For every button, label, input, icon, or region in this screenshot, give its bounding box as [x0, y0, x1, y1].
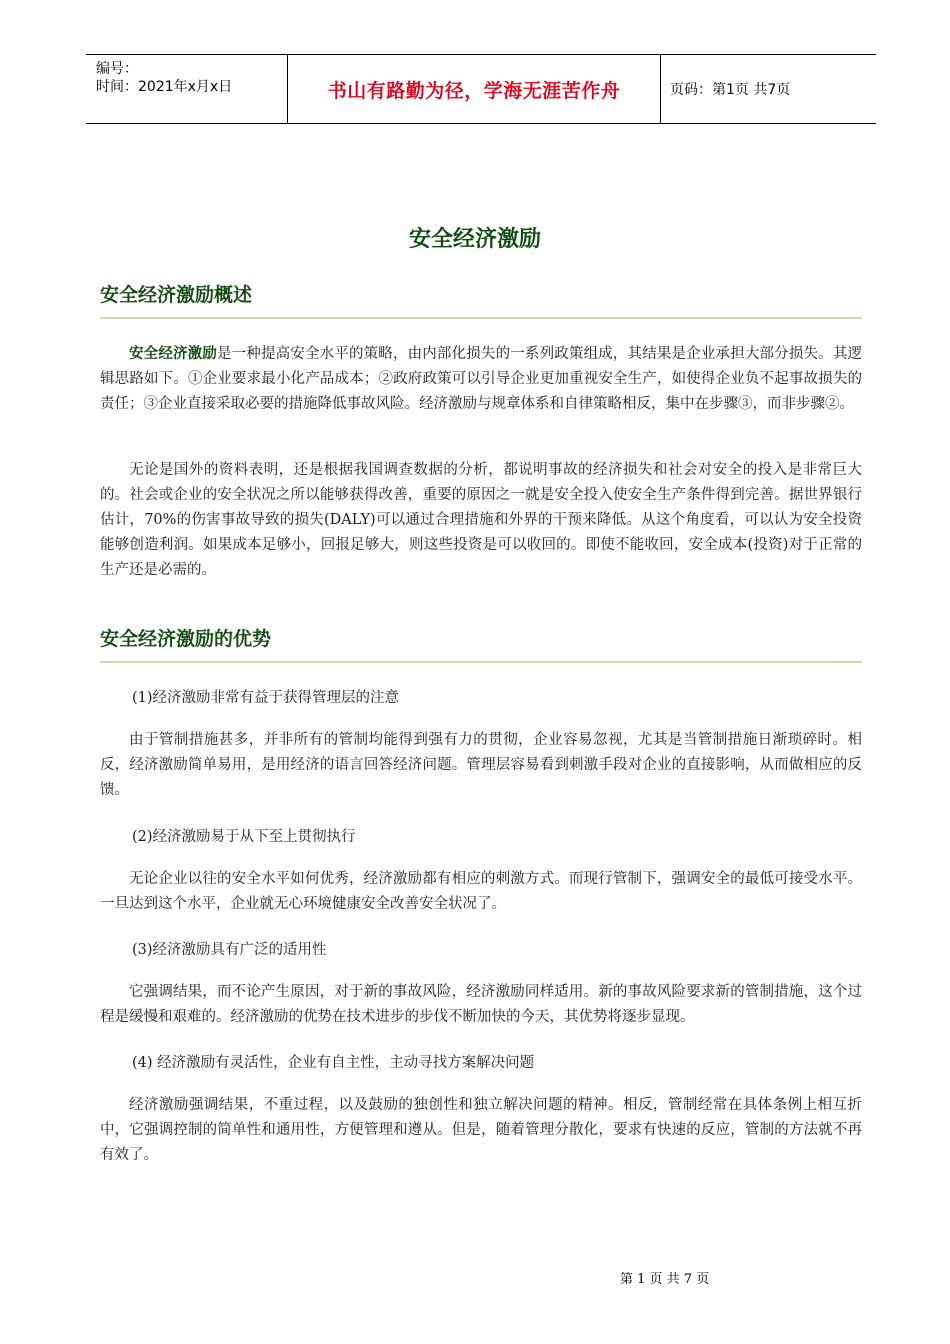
advantage-paragraph-2: 无论企业以往的安全水平如何优秀，经济激励都有相应的刺激方式。而现行管制下，强调安全的最低可接受水平。一旦达到这个水平，企业就无心环境健康安全改善安全状况了。 [100, 871, 862, 912]
advantage-item-4: (4) 经济激励有灵活性，企业有自主性，主动寻找方案解决问题 [132, 1055, 535, 1071]
time-label: 时间：2021年x月x日 [96, 79, 233, 95]
section1-paragraph-1 [100, 341, 862, 417]
section1-title: 安全经济激励概述 [100, 284, 253, 306]
advantage-paragraph-3: 它强调结果，而不论产生原因，对于新的事故风险，经济激励同样适用。新的事故风险要求新的管制措施，这个过程是缓慢和艰难的。经济激励的优势在技术进步的步伐不断加快的今天，其优势将逐步显现。 [100, 984, 862, 1025]
header-divider-right [660, 55, 661, 123]
section1-rule [100, 317, 862, 319]
document-title: 安全经济激励 [408, 226, 541, 252]
header-table [86, 54, 876, 124]
section1-paragraph-2: 无论是国外的资料表明，还是根据我国调查数据的分析，都说明事故的经济损失和社会对安全的投入是非常巨大的。社会或企业的安全状况之所以能够获得改善，重要的原因之一就是安全投入使安全生产条件得到完善。据世界银行估计，70%的伤害事故导致的损失(DALY)可以通过合理措施和外界的干预来降低。从这个角度看，可以认为安全投资能够创造利润。如果成本足够小，回报足够大，则这些投资是可以收回的。即使不能收回，安全成本(投资)对于正常的生产还是必需的。 [100, 462, 862, 578]
number-label: 编号： [96, 61, 138, 77]
section2-title: 安全经济激励的优势 [100, 628, 272, 650]
paragraph-text: 是一种提高安全水平的策略，由内部化损失的一系列政策组成，其结果是企业承担大部分损失。其逻辑思路如下。①企业要求最小化产品成本；②政府政策可以引导企业更加重视安全生产，如使得企业负不起事故损失的责任；③企业直接采取必要的措施降低事故风险。经济激励与规章体系和自律策略相反，集中在步骤③，而非步骤②。 [100, 346, 863, 412]
advantage-item-2: (2)经济激励易于从下至上贯彻执行 [132, 829, 356, 845]
header-page-label: 页码：第1页 共7页 [670, 82, 791, 98]
header-meta [96, 60, 232, 96]
page-footer: 第 1 页 共 7 页 [620, 1272, 710, 1287]
keyword-highlight: 安全经济激励 [129, 345, 217, 362]
advantage-item-3: (3)经济激励具有广泛的适用性 [132, 942, 327, 958]
header-motto: 书山有路勤为径，学海无涯苦作舟 [327, 79, 621, 102]
advantage-paragraph-4: 经济激励强调结果，不重过程，以及鼓励的独创性和独立解决问题的精神。相反，管制经常在具体条例上相互折中，它强调控制的简单性和通用性，方便管理和遵从。但是，随着管理分散化，要求有快速的反应，管制的方法就不再有效了。 [100, 1097, 862, 1163]
advantage-item-1: (1)经济激励非常有益于获得管理层的注意 [132, 690, 400, 706]
section2-rule [100, 661, 862, 663]
advantage-paragraph-1: 由于管制措施甚多，并非所有的管制均能得到强有力的贯彻，企业容易忽视，尤其是当管制措施日渐琐碎时。相反，经济激励简单易用，是用经济的语言回答经济问题。管理层容易看到刺激手段对企业的直接影响，从而做相应的反馈。 [100, 732, 862, 798]
